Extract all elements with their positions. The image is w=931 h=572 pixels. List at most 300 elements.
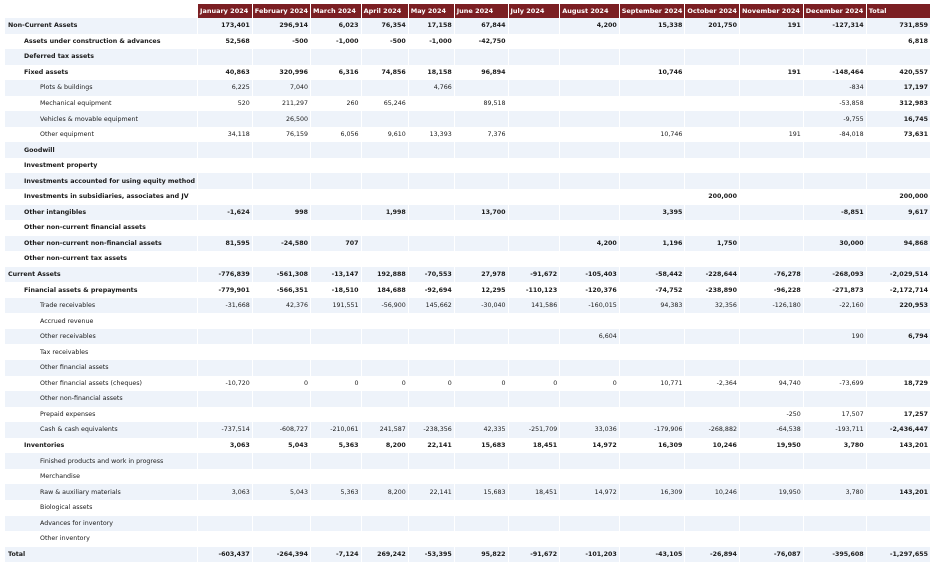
value-cell[interactable] (560, 173, 620, 189)
column-header[interactable]: March 2024 (311, 4, 362, 18)
value-cell[interactable] (361, 500, 408, 516)
row-total-cell[interactable] (866, 360, 930, 376)
value-cell[interactable]: 296,914 (252, 18, 310, 34)
value-cell[interactable] (803, 142, 866, 158)
value-cell[interactable] (361, 189, 408, 205)
table-row[interactable] (5, 142, 931, 158)
value-cell[interactable] (252, 173, 310, 189)
table-row[interactable] (5, 236, 931, 252)
value-cell[interactable] (454, 80, 508, 96)
value-cell[interactable]: 8,200 (361, 484, 408, 500)
value-cell[interactable] (408, 360, 454, 376)
value-cell[interactable]: 15,338 (619, 18, 685, 34)
value-cell[interactable]: 200,000 (685, 189, 740, 205)
value-cell[interactable]: 95,822 (454, 547, 508, 563)
value-cell[interactable]: 22,141 (408, 438, 454, 454)
value-cell[interactable] (803, 469, 866, 485)
value-cell[interactable] (361, 391, 408, 407)
value-cell[interactable] (252, 313, 310, 329)
value-cell[interactable]: -500 (252, 34, 310, 50)
value-cell[interactable] (198, 500, 253, 516)
value-cell[interactable]: 74,856 (361, 65, 408, 81)
column-header[interactable]: September 2024 (619, 4, 685, 18)
value-cell[interactable]: -127,314 (803, 18, 866, 34)
value-cell[interactable] (508, 313, 560, 329)
row-total-cell[interactable] (866, 49, 930, 65)
value-cell[interactable] (803, 453, 866, 469)
value-cell[interactable]: 3,063 (198, 484, 253, 500)
value-cell[interactable]: 173,401 (198, 18, 253, 34)
value-cell[interactable]: 190 (803, 329, 866, 345)
value-cell[interactable] (739, 251, 803, 267)
value-cell[interactable] (560, 391, 620, 407)
value-cell[interactable]: 0 (252, 376, 310, 392)
column-header[interactable]: August 2024 (560, 4, 620, 18)
value-cell[interactable] (685, 142, 740, 158)
value-cell[interactable] (454, 500, 508, 516)
value-cell[interactable] (198, 142, 253, 158)
value-cell[interactable] (508, 469, 560, 485)
row-total-cell[interactable]: 94,868 (866, 236, 930, 252)
value-cell[interactable] (508, 344, 560, 360)
value-cell[interactable] (560, 344, 620, 360)
value-cell[interactable]: 7,040 (252, 80, 310, 96)
value-cell[interactable] (739, 96, 803, 112)
value-cell[interactable]: 14,972 (560, 438, 620, 454)
value-cell[interactable] (685, 65, 740, 81)
value-cell[interactable] (508, 80, 560, 96)
row-total-cell[interactable] (866, 531, 930, 547)
value-cell[interactable]: 241,587 (361, 422, 408, 438)
value-cell[interactable]: 0 (454, 376, 508, 392)
value-cell[interactable]: 9,610 (361, 127, 408, 143)
value-cell[interactable]: 10,771 (619, 376, 685, 392)
value-cell[interactable] (685, 329, 740, 345)
value-cell[interactable]: -210,061 (311, 422, 362, 438)
value-cell[interactable]: -22,160 (803, 298, 866, 314)
row-total-cell[interactable]: -1,297,655 (866, 547, 930, 563)
value-cell[interactable]: -76,087 (739, 547, 803, 563)
value-cell[interactable] (252, 189, 310, 205)
value-cell[interactable] (311, 158, 362, 174)
row-total-cell[interactable]: -2,172,714 (866, 282, 930, 298)
table-row[interactable] (5, 49, 931, 65)
value-cell[interactable]: 94,740 (739, 376, 803, 392)
row-total-cell[interactable] (866, 158, 930, 174)
value-cell[interactable]: 33,036 (560, 422, 620, 438)
value-cell[interactable]: 5,363 (311, 438, 362, 454)
value-cell[interactable] (560, 407, 620, 423)
value-cell[interactable]: -110,123 (508, 282, 560, 298)
value-cell[interactable] (619, 407, 685, 423)
value-cell[interactable] (198, 251, 253, 267)
value-cell[interactable] (685, 111, 740, 127)
value-cell[interactable] (252, 360, 310, 376)
value-cell[interactable] (508, 127, 560, 143)
value-cell[interactable] (198, 469, 253, 485)
value-cell[interactable] (311, 49, 362, 65)
value-cell[interactable] (198, 173, 253, 189)
value-cell[interactable] (739, 313, 803, 329)
value-cell[interactable] (685, 49, 740, 65)
value-cell[interactable] (198, 189, 253, 205)
value-cell[interactable] (252, 407, 310, 423)
value-cell[interactable]: 42,335 (454, 422, 508, 438)
value-cell[interactable]: 191 (739, 127, 803, 143)
value-cell[interactable] (739, 469, 803, 485)
value-cell[interactable] (361, 360, 408, 376)
table-row[interactable] (5, 376, 931, 392)
value-cell[interactable] (739, 453, 803, 469)
value-cell[interactable] (803, 360, 866, 376)
value-cell[interactable]: 94,383 (619, 298, 685, 314)
value-cell[interactable]: -9,755 (803, 111, 866, 127)
value-cell[interactable] (311, 205, 362, 221)
value-cell[interactable] (311, 453, 362, 469)
value-cell[interactable] (361, 329, 408, 345)
row-total-cell[interactable]: 9,617 (866, 205, 930, 221)
value-cell[interactable]: 0 (311, 376, 362, 392)
row-total-cell[interactable]: 16,745 (866, 111, 930, 127)
table-row[interactable] (5, 484, 931, 500)
value-cell[interactable]: -566,351 (252, 282, 310, 298)
value-cell[interactable]: -834 (803, 80, 866, 96)
value-cell[interactable]: -228,644 (685, 267, 740, 283)
value-cell[interactable]: 0 (408, 376, 454, 392)
value-cell[interactable]: 15,683 (454, 438, 508, 454)
value-cell[interactable]: 89,518 (454, 96, 508, 112)
value-cell[interactable]: 12,295 (454, 282, 508, 298)
table-row[interactable] (5, 34, 931, 50)
value-cell[interactable]: 10,246 (685, 438, 740, 454)
value-cell[interactable] (560, 34, 620, 50)
value-cell[interactable] (685, 360, 740, 376)
value-cell[interactable] (454, 220, 508, 236)
value-cell[interactable] (198, 49, 253, 65)
value-cell[interactable] (560, 469, 620, 485)
value-cell[interactable]: -1,624 (198, 205, 253, 221)
value-cell[interactable] (803, 531, 866, 547)
value-cell[interactable]: 19,950 (739, 438, 803, 454)
table-row[interactable] (5, 111, 931, 127)
row-total-cell[interactable]: -2,029,514 (866, 267, 930, 283)
value-cell[interactable] (508, 500, 560, 516)
value-cell[interactable] (685, 313, 740, 329)
table-row[interactable] (5, 18, 931, 34)
value-cell[interactable]: 4,200 (560, 236, 620, 252)
value-cell[interactable] (685, 96, 740, 112)
value-cell[interactable] (560, 127, 620, 143)
value-cell[interactable] (685, 34, 740, 50)
value-cell[interactable] (252, 500, 310, 516)
row-total-cell[interactable] (866, 391, 930, 407)
value-cell[interactable]: 3,063 (198, 438, 253, 454)
value-cell[interactable] (739, 236, 803, 252)
value-cell[interactable]: -31,668 (198, 298, 253, 314)
column-header[interactable]: Total (866, 4, 930, 18)
value-cell[interactable]: 10,746 (619, 127, 685, 143)
value-cell[interactable]: 1,196 (619, 236, 685, 252)
row-total-cell[interactable] (866, 220, 930, 236)
value-cell[interactable]: 7,376 (454, 127, 508, 143)
value-cell[interactable] (252, 531, 310, 547)
value-cell[interactable] (454, 469, 508, 485)
value-cell[interactable] (361, 236, 408, 252)
value-cell[interactable] (454, 531, 508, 547)
value-cell[interactable] (739, 500, 803, 516)
value-cell[interactable]: -13,147 (311, 267, 362, 283)
value-cell[interactable] (361, 407, 408, 423)
value-cell[interactable] (454, 142, 508, 158)
table-row[interactable] (5, 360, 931, 376)
value-cell[interactable] (619, 158, 685, 174)
value-cell[interactable] (739, 391, 803, 407)
value-cell[interactable] (454, 111, 508, 127)
table-row[interactable] (5, 205, 931, 221)
row-total-cell[interactable] (866, 516, 930, 532)
value-cell[interactable]: 26,500 (252, 111, 310, 127)
value-cell[interactable] (560, 360, 620, 376)
value-cell[interactable]: 269,242 (361, 547, 408, 563)
value-cell[interactable] (619, 111, 685, 127)
value-cell[interactable] (454, 360, 508, 376)
value-cell[interactable] (311, 360, 362, 376)
value-cell[interactable]: -561,308 (252, 267, 310, 283)
value-cell[interactable]: -776,839 (198, 267, 253, 283)
value-cell[interactable] (454, 516, 508, 532)
column-header[interactable]: July 2024 (508, 4, 560, 18)
value-cell[interactable]: -92,694 (408, 282, 454, 298)
value-cell[interactable] (560, 453, 620, 469)
value-cell[interactable]: 18,451 (508, 484, 560, 500)
value-cell[interactable] (361, 80, 408, 96)
value-cell[interactable]: -105,403 (560, 267, 620, 283)
value-cell[interactable]: -608,727 (252, 422, 310, 438)
value-cell[interactable] (560, 531, 620, 547)
value-cell[interactable] (198, 516, 253, 532)
value-cell[interactable]: 1,998 (361, 205, 408, 221)
value-cell[interactable] (619, 173, 685, 189)
table-row[interactable] (5, 344, 931, 360)
value-cell[interactable] (361, 469, 408, 485)
value-cell[interactable] (311, 251, 362, 267)
row-total-cell[interactable] (866, 142, 930, 158)
value-cell[interactable] (198, 329, 253, 345)
value-cell[interactable] (685, 251, 740, 267)
value-cell[interactable]: -10,720 (198, 376, 253, 392)
column-header[interactable]: October 2024 (685, 4, 740, 18)
value-cell[interactable] (252, 453, 310, 469)
table-row[interactable] (5, 516, 931, 532)
value-cell[interactable] (454, 236, 508, 252)
value-cell[interactable] (198, 531, 253, 547)
value-cell[interactable] (803, 251, 866, 267)
row-total-cell[interactable] (866, 251, 930, 267)
value-cell[interactable]: 15,683 (454, 484, 508, 500)
value-cell[interactable]: 81,595 (198, 236, 253, 252)
value-cell[interactable]: -76,278 (739, 267, 803, 283)
value-cell[interactable] (619, 360, 685, 376)
value-cell[interactable] (803, 220, 866, 236)
value-cell[interactable] (803, 158, 866, 174)
value-cell[interactable]: 13,700 (454, 205, 508, 221)
value-cell[interactable]: -70,553 (408, 267, 454, 283)
table-row[interactable] (5, 80, 931, 96)
value-cell[interactable] (508, 453, 560, 469)
value-cell[interactable] (198, 220, 253, 236)
table-row[interactable] (5, 189, 931, 205)
row-total-cell[interactable]: 17,257 (866, 407, 930, 423)
value-cell[interactable] (252, 158, 310, 174)
value-cell[interactable] (803, 391, 866, 407)
value-cell[interactable]: 6,225 (198, 80, 253, 96)
row-total-cell[interactable]: 6,818 (866, 34, 930, 50)
value-cell[interactable] (361, 158, 408, 174)
value-cell[interactable]: -148,464 (803, 65, 866, 81)
row-total-cell[interactable] (866, 469, 930, 485)
value-cell[interactable] (454, 313, 508, 329)
table-row[interactable] (5, 422, 931, 438)
value-cell[interactable]: 998 (252, 205, 310, 221)
value-cell[interactable]: 16,309 (619, 438, 685, 454)
value-cell[interactable]: 22,141 (408, 484, 454, 500)
row-total-cell[interactable]: 17,197 (866, 80, 930, 96)
value-cell[interactable] (739, 329, 803, 345)
value-cell[interactable] (685, 205, 740, 221)
value-cell[interactable] (361, 531, 408, 547)
value-cell[interactable]: -238,890 (685, 282, 740, 298)
column-header[interactable]: December 2024 (803, 4, 866, 18)
value-cell[interactable]: -26,894 (685, 547, 740, 563)
value-cell[interactable]: 32,356 (685, 298, 740, 314)
value-cell[interactable]: 19,950 (739, 484, 803, 500)
value-cell[interactable] (803, 516, 866, 532)
value-cell[interactable]: 3,395 (619, 205, 685, 221)
value-cell[interactable] (508, 360, 560, 376)
value-cell[interactable]: 34,118 (198, 127, 253, 143)
value-cell[interactable] (508, 189, 560, 205)
value-cell[interactable]: 76,159 (252, 127, 310, 143)
value-cell[interactable] (311, 516, 362, 532)
value-cell[interactable] (361, 251, 408, 267)
value-cell[interactable] (739, 142, 803, 158)
value-cell[interactable] (619, 313, 685, 329)
value-cell[interactable]: 320,996 (252, 65, 310, 81)
value-cell[interactable] (454, 49, 508, 65)
value-cell[interactable] (252, 220, 310, 236)
value-cell[interactable] (739, 111, 803, 127)
value-cell[interactable] (408, 251, 454, 267)
value-cell[interactable] (560, 189, 620, 205)
value-cell[interactable]: 6,023 (311, 18, 362, 34)
value-cell[interactable] (454, 391, 508, 407)
value-cell[interactable] (408, 158, 454, 174)
value-cell[interactable]: -58,442 (619, 267, 685, 283)
value-cell[interactable] (508, 158, 560, 174)
table-row[interactable] (5, 391, 931, 407)
value-cell[interactable]: 191,551 (311, 298, 362, 314)
value-cell[interactable] (408, 391, 454, 407)
value-cell[interactable]: 14,972 (560, 484, 620, 500)
value-cell[interactable] (311, 344, 362, 360)
value-cell[interactable] (408, 220, 454, 236)
value-cell[interactable] (619, 49, 685, 65)
value-cell[interactable] (508, 251, 560, 267)
value-cell[interactable] (560, 80, 620, 96)
value-cell[interactable] (361, 344, 408, 360)
column-header[interactable]: April 2024 (361, 4, 408, 18)
row-total-cell[interactable]: 420,557 (866, 65, 930, 81)
value-cell[interactable] (619, 251, 685, 267)
value-cell[interactable]: 1,750 (685, 236, 740, 252)
value-cell[interactable]: -160,015 (560, 298, 620, 314)
value-cell[interactable] (454, 158, 508, 174)
value-cell[interactable] (508, 111, 560, 127)
value-cell[interactable]: 17,507 (803, 407, 866, 423)
value-cell[interactable] (739, 220, 803, 236)
value-cell[interactable]: -53,395 (408, 547, 454, 563)
value-cell[interactable]: 192,888 (361, 267, 408, 283)
value-cell[interactable] (803, 34, 866, 50)
value-cell[interactable] (252, 142, 310, 158)
value-cell[interactable] (739, 49, 803, 65)
value-cell[interactable] (619, 531, 685, 547)
column-header[interactable]: May 2024 (408, 4, 454, 18)
value-cell[interactable] (311, 189, 362, 205)
value-cell[interactable] (361, 220, 408, 236)
value-cell[interactable]: -238,356 (408, 422, 454, 438)
value-cell[interactable] (311, 80, 362, 96)
value-cell[interactable] (685, 173, 740, 189)
value-cell[interactable] (508, 96, 560, 112)
value-cell[interactable] (408, 96, 454, 112)
value-cell[interactable] (739, 189, 803, 205)
value-cell[interactable]: 5,363 (311, 484, 362, 500)
value-cell[interactable] (408, 189, 454, 205)
value-cell[interactable] (619, 220, 685, 236)
value-cell[interactable] (408, 111, 454, 127)
table-row[interactable] (5, 251, 931, 267)
value-cell[interactable]: 65,246 (361, 96, 408, 112)
value-cell[interactable]: 40,863 (198, 65, 253, 81)
value-cell[interactable]: -737,514 (198, 422, 253, 438)
column-header[interactable]: June 2024 (454, 4, 508, 18)
value-cell[interactable] (739, 205, 803, 221)
value-cell[interactable]: 707 (311, 236, 362, 252)
value-cell[interactable]: 6,316 (311, 65, 362, 81)
value-cell[interactable]: 5,043 (252, 484, 310, 500)
value-cell[interactable]: -30,040 (454, 298, 508, 314)
table-row[interactable] (5, 267, 931, 283)
value-cell[interactable] (454, 251, 508, 267)
value-cell[interactable]: 18,158 (408, 65, 454, 81)
value-cell[interactable]: 260 (311, 96, 362, 112)
value-cell[interactable] (739, 80, 803, 96)
value-cell[interactable] (198, 360, 253, 376)
value-cell[interactable] (408, 500, 454, 516)
value-cell[interactable]: 0 (361, 376, 408, 392)
value-cell[interactable] (508, 205, 560, 221)
value-cell[interactable] (198, 407, 253, 423)
value-cell[interactable]: 4,200 (560, 18, 620, 34)
value-cell[interactable] (198, 313, 253, 329)
value-cell[interactable] (311, 329, 362, 345)
row-total-cell[interactable]: 200,000 (866, 189, 930, 205)
value-cell[interactable]: -84,018 (803, 127, 866, 143)
value-cell[interactable]: 211,297 (252, 96, 310, 112)
value-cell[interactable]: 96,894 (454, 65, 508, 81)
value-cell[interactable] (408, 49, 454, 65)
